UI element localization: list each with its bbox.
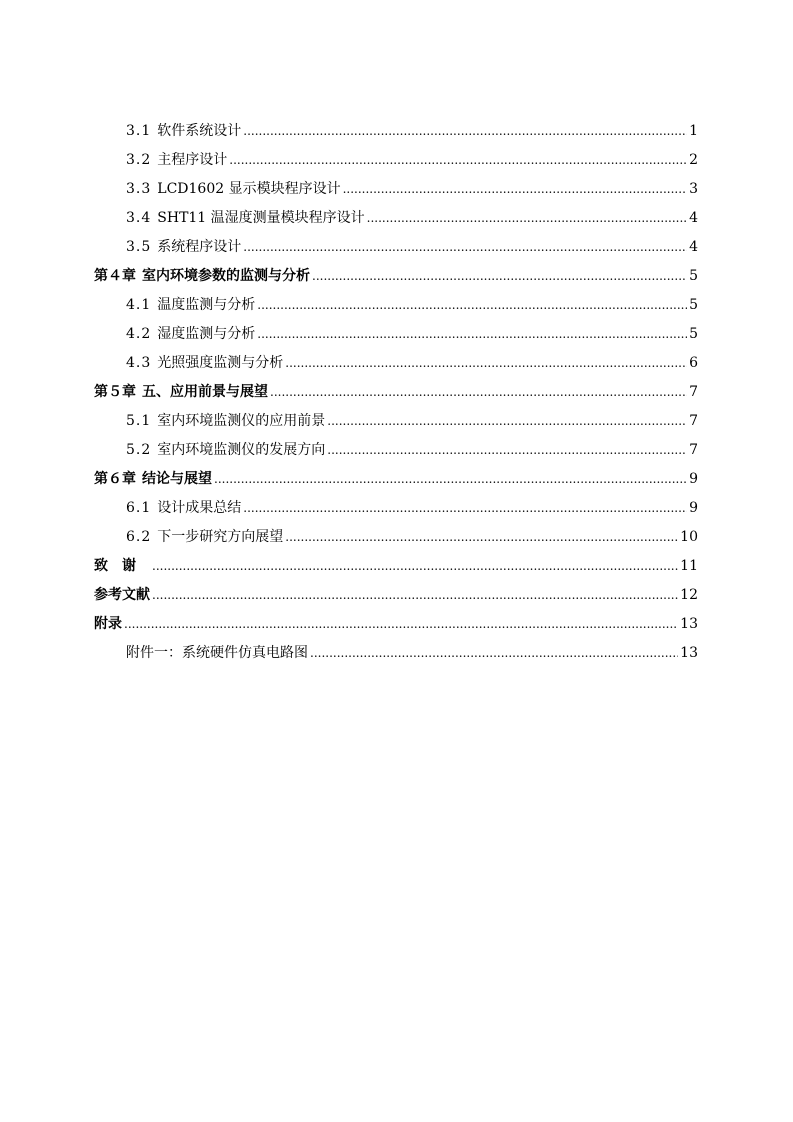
toc-entry-number: 4.2	[126, 326, 152, 342]
dot-leader	[214, 465, 687, 494]
dot-leader	[367, 204, 687, 233]
toc-entry-number: 第４章	[94, 268, 136, 284]
toc-entry-title: 下一步研究方向展望	[157, 529, 284, 545]
dot-leader	[152, 581, 678, 610]
dot-leader	[327, 407, 687, 436]
toc-entry-page: 13	[680, 616, 698, 632]
toc-entry-appendix[interactable]	[94, 610, 698, 639]
toc-entry-title: 室内环境参数的监测与分析	[142, 268, 310, 284]
toc-entry-number: 3.2	[126, 152, 152, 168]
toc-entry-title: SHT11 温湿度测量模块程序设计	[157, 210, 365, 226]
dot-leader	[285, 523, 678, 552]
toc-entry-page: 13	[680, 645, 698, 661]
dot-leader	[270, 378, 687, 407]
toc-entry-number: 第５章	[94, 384, 136, 400]
dot-leader	[327, 436, 687, 465]
toc-entry-page: 9	[689, 471, 698, 487]
dot-leader	[257, 320, 687, 349]
toc-entry-page: 11	[680, 558, 698, 574]
toc-entry-title: 系统程序设计	[157, 239, 242, 255]
toc-entry-page: 12	[680, 587, 698, 603]
toc-entry-4-2[interactable]	[94, 320, 698, 349]
table-of-contents	[94, 117, 698, 668]
dot-leader	[243, 494, 687, 523]
dot-leader	[152, 552, 678, 581]
toc-entry-chapter-4[interactable]	[94, 262, 698, 291]
toc-entry-page: 5	[689, 326, 698, 342]
toc-entry-6-1[interactable]	[94, 494, 698, 523]
toc-entry-3-1[interactable]	[94, 117, 698, 146]
toc-entry-title: 温度监测与分析	[157, 297, 256, 313]
toc-entry-number: 4.1	[126, 297, 152, 313]
toc-entry-4-1[interactable]	[94, 291, 698, 320]
toc-entry-number: 3.3	[126, 181, 152, 197]
dot-leader	[124, 610, 678, 639]
toc-entry-4-3[interactable]	[94, 349, 698, 378]
toc-entry-page: 10	[680, 529, 698, 545]
toc-entry-page: 1	[689, 123, 698, 139]
toc-entry-number: 3.5	[126, 239, 152, 255]
toc-entry-title: 软件系统设计	[157, 123, 242, 139]
toc-entry-3-3[interactable]	[94, 175, 698, 204]
toc-entry-title: 附件一：系统硬件仿真电路图	[126, 645, 308, 661]
toc-entry-references[interactable]	[94, 581, 698, 610]
toc-entry-number: 6.1	[126, 500, 152, 516]
toc-entry-number: 4.3	[126, 355, 152, 371]
toc-entry-title: 致谢	[94, 558, 150, 574]
toc-entry-5-1[interactable]	[94, 407, 698, 436]
dot-leader	[243, 233, 687, 262]
toc-entry-page: 4	[689, 239, 698, 255]
toc-entry-number: 3.4	[126, 210, 152, 226]
toc-entry-page: 7	[689, 384, 698, 400]
toc-entry-attachment-1[interactable]	[94, 639, 698, 668]
dot-leader	[312, 262, 687, 291]
toc-entry-3-4[interactable]	[94, 204, 698, 233]
toc-entry-number: 第６章	[94, 471, 136, 487]
toc-entry-title: LCD1602 显示模块程序设计	[157, 181, 341, 197]
toc-entry-6-2[interactable]	[94, 523, 698, 552]
dot-leader	[243, 117, 687, 146]
toc-entry-title: 参考文献	[94, 587, 150, 603]
toc-entry-number: 5.1	[126, 413, 152, 429]
toc-entry-title: 主程序设计	[157, 152, 228, 168]
dot-leader	[229, 146, 687, 175]
toc-entry-page: 6	[689, 355, 698, 371]
toc-entry-page: 7	[689, 413, 698, 429]
toc-entry-title: 湿度监测与分析	[157, 326, 256, 342]
toc-entry-title: 室内环境监测仪的应用前景	[157, 413, 326, 429]
toc-entry-acknowledgements[interactable]	[94, 552, 698, 581]
toc-entry-title: 结论与展望	[142, 471, 212, 487]
dot-leader	[343, 175, 688, 204]
toc-entry-chapter-6[interactable]	[94, 465, 698, 494]
toc-entry-5-2[interactable]	[94, 436, 698, 465]
toc-entry-page: 3	[689, 181, 698, 197]
toc-entry-number: 6.2	[126, 529, 152, 545]
toc-entry-title: 室内环境监测仪的发展方向	[157, 442, 326, 458]
dot-leader	[257, 291, 687, 320]
toc-entry-page: 4	[689, 210, 698, 226]
toc-entry-page: 5	[689, 297, 698, 313]
toc-entry-title: 设计成果总结	[157, 500, 242, 516]
toc-entry-number: 5.2	[126, 442, 152, 458]
toc-entry-title: 附录	[94, 616, 122, 632]
toc-entry-number: 3.1	[126, 123, 152, 139]
toc-entry-chapter-5[interactable]	[94, 378, 698, 407]
toc-entry-title: 光照强度监测与分析	[157, 355, 284, 371]
toc-entry-page: 9	[689, 500, 698, 516]
dot-leader	[310, 639, 678, 668]
toc-entry-page: 2	[689, 152, 698, 168]
dot-leader	[285, 349, 687, 378]
toc-entry-page: 5	[689, 268, 698, 284]
toc-entry-3-5[interactable]	[94, 233, 698, 262]
toc-entry-title: 五、应用前景与展望	[142, 384, 268, 400]
toc-entry-3-2[interactable]	[94, 146, 698, 175]
toc-entry-page: 7	[689, 442, 698, 458]
